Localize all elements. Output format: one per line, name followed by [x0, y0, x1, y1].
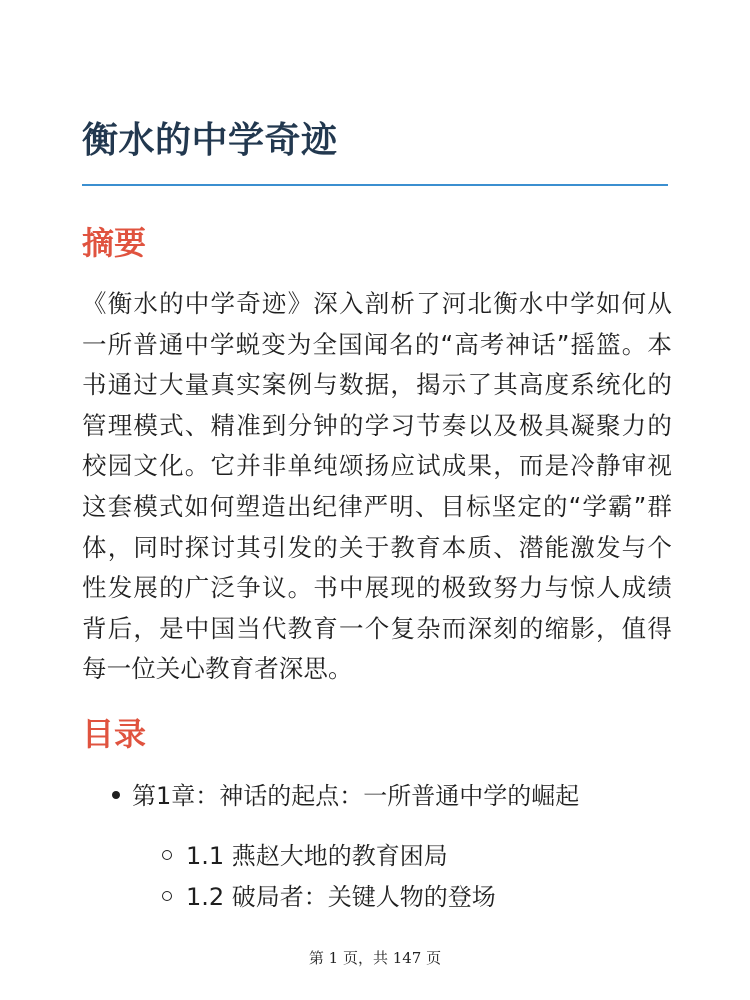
- title-divider: [82, 184, 668, 186]
- toc-section-label: 1.2 破局者：关键人物的登场: [186, 883, 496, 911]
- toc-chapter-1[interactable]: [112, 776, 579, 816]
- bullet-circle-icon: [162, 850, 172, 860]
- toc-section-label: 1.1 燕赵大地的教育困局: [186, 842, 448, 870]
- bullet-circle-icon: [162, 891, 172, 901]
- page-number-footer: 第 1 页，共 147 页: [308, 949, 442, 967]
- document-title: 衡水的中学奇迹: [82, 120, 338, 161]
- toc-section-1-2[interactable]: [162, 877, 496, 917]
- toc-heading: 目录: [82, 715, 147, 753]
- abstract-heading: 摘要: [82, 224, 147, 262]
- bullet-disc-icon: [112, 791, 120, 799]
- toc-section-1-1[interactable]: [162, 836, 448, 876]
- toc-chapter-label: 第1章：神话的起点：一所普通中学的崛起: [132, 782, 580, 810]
- abstract-paragraph: 《衡水的中学奇迹》深入剖析了河北衡水中学如何从一所普通中学蜕变为全国闻名的“高考神话”摇篮。本书通过大量真实案例与数据，揭示了其高度系统化的管理模式、精准到分钟的学习节奏以及极具凝聚力的校园文化。它并非单纯颂扬应试成果，而是冷静审视这套模式如何塑造出纪律严明、目标坚定的“学霸”群体，同时探讨其引发的关于教育本质、潜能激发与个性发展的广泛争议。书中展现的极致努力与惊人成绩背后，是中国当代教育一个复杂而深刻的缩影，值得每一位关心教育者深思。: [82, 289, 672, 684]
